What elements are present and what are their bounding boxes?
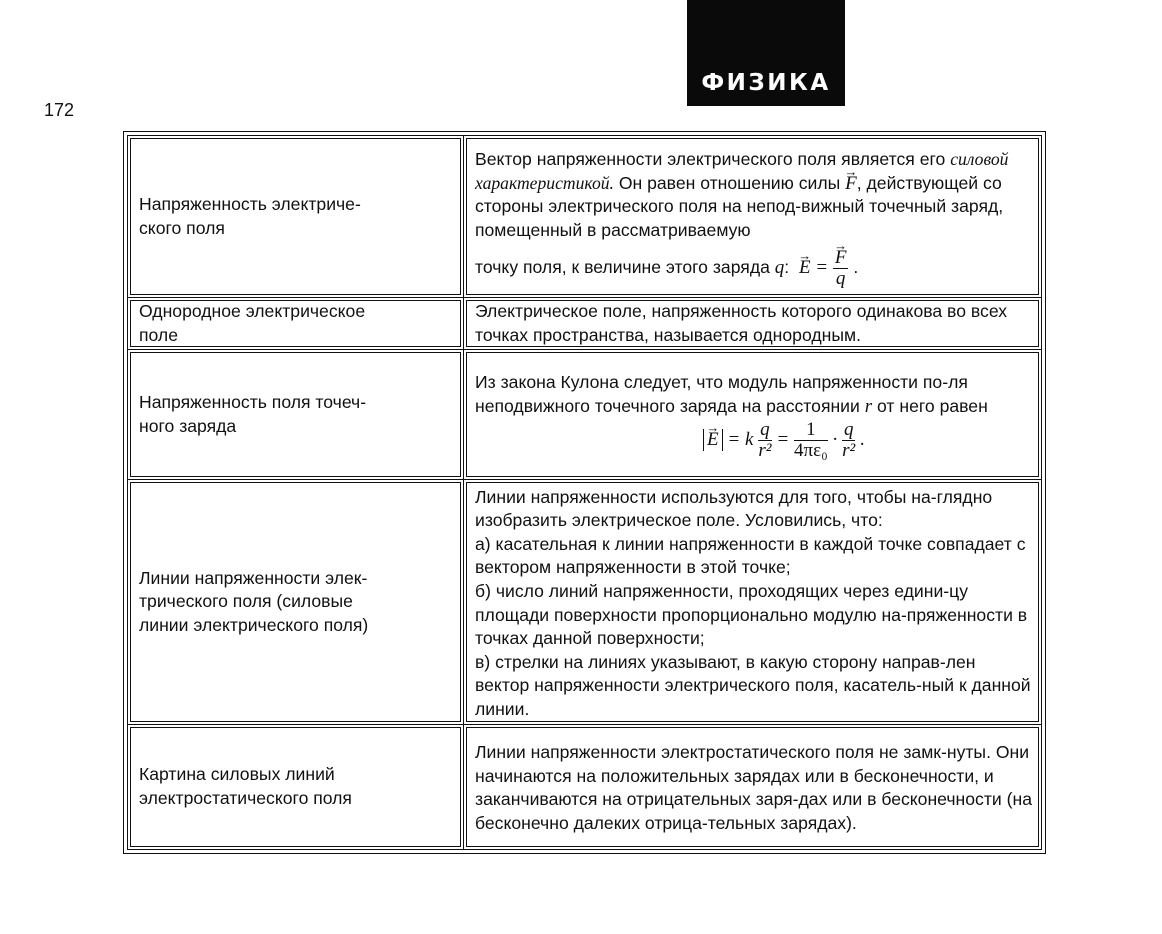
fraction-numerator: q — [760, 419, 770, 441]
definition-text: точку поля, к величине этого заряда — [475, 257, 775, 278]
section-title: ФИЗИКА — [701, 70, 831, 96]
page-number: 172 — [44, 100, 75, 120]
field-vector-symbol: → E — [707, 429, 719, 451]
definition-cell: Линии напряженности электростатического поля не замк-нуты. Они начинаются на положительных зарядах или в бесконечности, и заканчиваются на отрицательных заря-дах или в бесконечности (на бесконечно далеких отрица-тельных зарядах). — [464, 724, 1042, 849]
distance-symbol: r — [864, 395, 873, 417]
formula-dot: · — [827, 429, 842, 451]
terms-table-frame — [123, 131, 1046, 854]
term-cell: Напряженность поля точеч- ного заряда — [128, 350, 464, 480]
fraction-denominator: 4πε₀ — [794, 440, 828, 462]
fraction-numerator: 1 — [794, 420, 828, 441]
definition-text: от него равен — [872, 395, 988, 416]
formula-equals: = — [810, 257, 833, 279]
term-cell: Линии напряженности элек- трического поля (силовые линии электрического поля) — [128, 480, 464, 724]
definition-cell: Электрическое поле, напряженность которого одинакова во всех точках пространства, называется однородным. — [464, 298, 1042, 350]
fraction-numerator: q — [843, 419, 854, 441]
definition-cell: Линии напряженности используются для того, чтобы на-глядно изобразить электрическое поле. Условились, что: а) касательная к линии напряженности в каждой точке совпадает с вектором напряженности в этой точке; б) число линий напряженности, проходящих через едини-цу площади поверхности пропорционально модулю на-пряженности в точках данной поверхности; в) стрелки на линиях указывают, в какую сторону направ-лен вектор напряженности электрического поля, касатель-ный к данной линии. — [464, 480, 1042, 724]
definition-cell: Вектор напряженности электрического поля является его силовой характеристикой. Он равен отношению силы → F, действующей со стороны электрического поля на непод-вижный точечный заряд, помещенный в рассматриваемую точку поля, к величине этого заряда q: → E = → $\frac{F}{q}$ . — [464, 136, 1042, 298]
charge-symbol: q — [774, 257, 785, 279]
table-row — [128, 480, 1042, 724]
definition-text: Он равен отношению силы — [613, 172, 846, 193]
definition-cell — [464, 350, 1042, 480]
fraction-denominator: q — [835, 268, 846, 290]
formula-k: = k — [722, 429, 754, 451]
field-vector-symbol: → E — [799, 256, 811, 280]
field-formula-fraction — [833, 248, 849, 289]
term-cell: Картина силовых линий электростатического поля — [128, 724, 464, 849]
terms-table — [127, 135, 1042, 850]
formula-end: . — [848, 257, 859, 278]
table-row — [128, 350, 1042, 480]
definition-text: Из закона Кулона следует, что модуль напряженности по-ля неподвижного точечного заряда на расстоянии — [475, 372, 968, 416]
table-row — [128, 298, 1042, 350]
table-row — [128, 136, 1042, 298]
fraction-denominator: r² — [842, 440, 856, 462]
section-header — [687, 0, 845, 106]
term-cell: Напряженность электриче- ского поля — [128, 136, 464, 298]
definition-text: , действующей со стороны электрического поля на непод-вижный точечный заряд, помещенный в рассматриваемую — [475, 172, 1004, 240]
coulomb-field-formula — [475, 420, 1033, 461]
table-row — [128, 724, 1042, 849]
formula-end: . — [855, 429, 865, 451]
force-vector-symbol: → F — [845, 172, 857, 196]
formula-equals: = — [771, 429, 794, 451]
definition-italic-term: силовой характеристикой. — [475, 148, 1009, 193]
fraction-denominator: r² — [758, 440, 772, 462]
definition-text: Вектор напряженности электрического поля является его — [475, 148, 946, 169]
term-cell: Однородное электрическое поле — [128, 298, 464, 350]
fraction-numerator: → F — [835, 248, 847, 268]
